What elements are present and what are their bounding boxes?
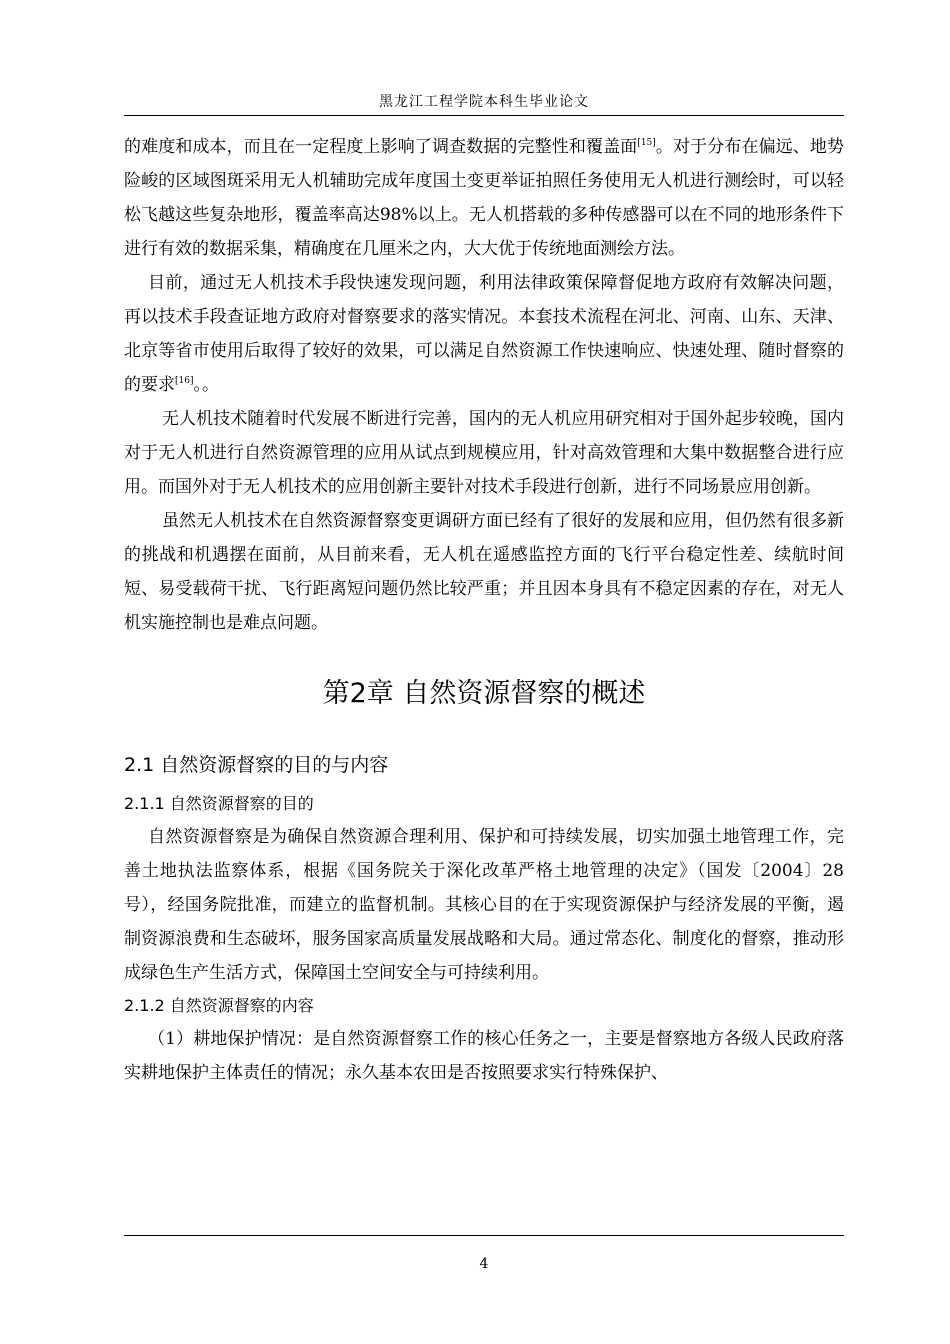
paragraph-drone-coverage (124, 130, 844, 266)
paragraph-text: 。。 (193, 375, 219, 395)
section-heading-2-1-2: 2.1.2 自然资源督察的内容 (124, 996, 314, 1015)
paragraph-farmland-protection: （1）耕地保护情况：是自然资源督察工作的核心任务之一，主要是督察地方各级人民政府落实耕地保护主体责任的情况；永久基本农田是否按照要求实行特殊保护、 (124, 1029, 844, 1083)
citation-16: [16] (175, 376, 194, 386)
section-heading-2-1-1: 2.1.1 自然资源督察的目的 (124, 794, 314, 813)
page-body (124, 130, 844, 1090)
running-header: 黑龙江工程学院本科生毕业论文 (379, 94, 589, 110)
citation-15: [15] (637, 138, 656, 148)
footer-divider (124, 1235, 844, 1236)
paragraph-challenges: 虽然无人机技术在自然资源督察变更调研方面已经有了很好的发展和应用，但仍然有很多新的挑战和机遇摆在面前，从目前来看，无人机在遥感监控方面的飞行平台稳定性差、续航时间短、易受载荷干扰、飞行距离短问题仍然比较严重；并且因本身具有不稳定因素的存在，对无人机实施控制也是难点问题。 (124, 511, 844, 633)
section-heading-2-1: 2.1 自然资源督察的目的与内容 (124, 754, 389, 776)
paragraph-text: 目前，通过无人机技术手段快速发现问题，利用法律政策保障督促地方政府有效解决问题，再以技术手段查证地方政府对督察要求的落实情况。本套技术流程在河北、河南、山东、天津、北京等省市使用后取得了较好的效果，可以满足自然资源工作快速响应、快速处理、随时督察的的要求 (124, 273, 844, 395)
header-divider (124, 115, 844, 116)
paragraph-current-workflow (124, 266, 844, 402)
paragraph-supervision-purpose: 自然资源督察是为确保自然资源合理利用、保护和可持续发展，切实加强土地管理工作，完善土地执法监察体系，根据《国务院关于深化改革严格土地管理的决定》（国发〔2004〕28号），经国务院批准，而建立的监督机制。其核心目的在于实现资源保护与经济发展的平衡，遏制资源浪费和生态破坏，服务国家高质量发展战略和大局。通过常态化、制度化的督察，推动形成绿色生产生活方式，保障国土空间安全与可持续利用。 (124, 827, 844, 983)
paragraph-text: 的难度和成本，而且在一定程度上影响了调查数据的完整性和覆盖面 (124, 137, 638, 157)
paragraph-domestic-foreign: 无人机技术随着时代发展不断进行完善，国内的无人机应用研究相对于国外起步较晚，国内对于无人机进行自然资源管理的应用从试点到规模应用，针对高效管理和大集中数据整合进行应用。而国外对于无人机技术的应用创新主要针对技术手段进行创新，进行不同场景应用创新。 (124, 409, 844, 497)
paragraph-text: 。对于分布在偏远、地势险峻的区域图斑采用无人机辅助完成年度国土变更举证拍照任务使用无人机进行测绘时，可以轻松飞越这些复杂地形，覆盖率高达98%以上。无人机搭载的多种传感器可以在不同的地形条件下进行有效的数据采集，精确度在几厘米之内，大大优于传统地面测绘方法。 (124, 137, 845, 259)
chapter-title: 第2章 自然资源督察的概述 (322, 678, 646, 709)
page-number: 4 (479, 1256, 489, 1272)
